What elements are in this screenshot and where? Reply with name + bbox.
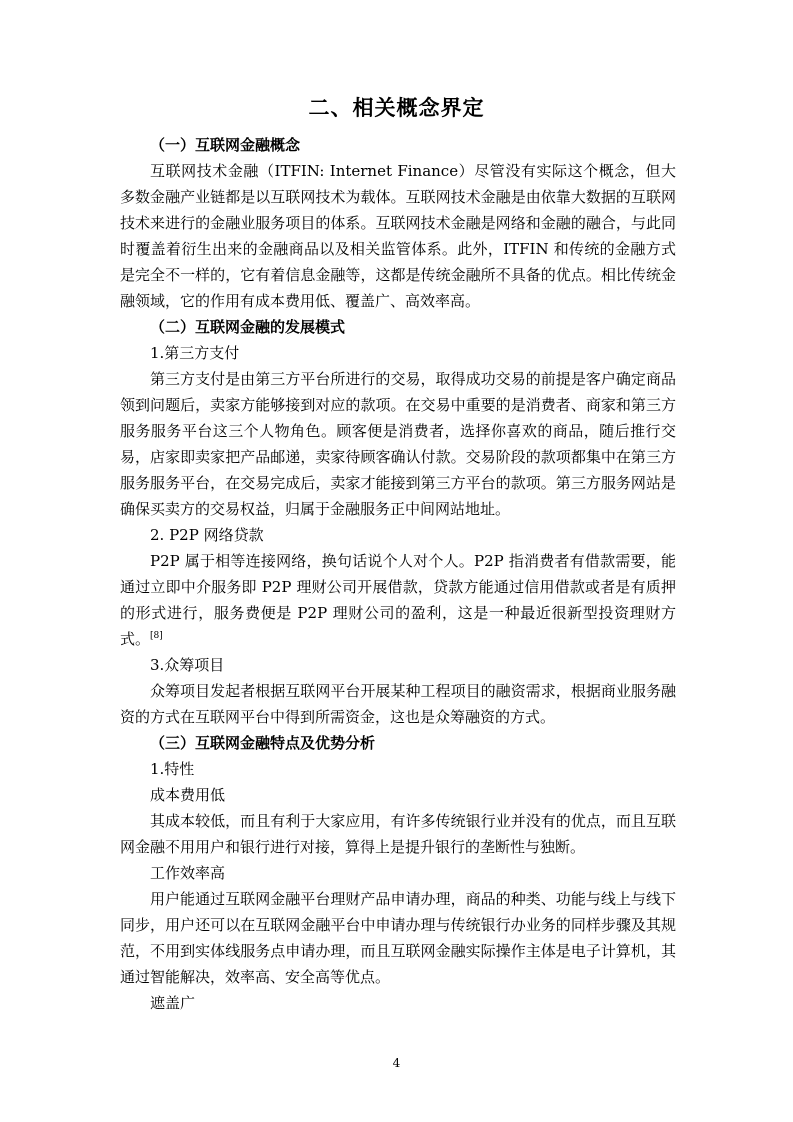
crowdfunding-text: 众筹项目发起者根据互联网平台开展某种工程项目的融资需求，根据商业服务融资的方式在互联网平台中得到所需资金，这也是众筹融资的方式。 bbox=[120, 682, 676, 726]
low-cost-text: 其成本较低，而且有利于大家应用，有许多传统银行业并没有的优点，而且互联网金融不用用户和银行进行对接，算得上是提升银行的垄断性与独断。 bbox=[120, 812, 676, 856]
crowdfunding-label: 3.众筹项目 bbox=[150, 656, 225, 674]
document-body bbox=[120, 132, 676, 1016]
section-2-heading: （二）互联网金融的发展模式 bbox=[150, 318, 346, 336]
section-3-heading: （三）互联网金融特点及优势分析 bbox=[150, 734, 376, 752]
high-efficiency-text: 用户能通过互联网金融平台理财产品申请办理，商品的种类、功能与线上与线下同步，用户还可以在互联网金融平台中申请办理与传统银行办业务的同样步骤及其规范，不用到实体线服务点申请办理，而且互联网金融实际操作主体是电子计算机，其通过智能解决，效率高、安全高等优点。 bbox=[120, 890, 676, 986]
page-title: 二、相关概念界定 bbox=[308, 96, 485, 120]
p2p-text: P2P 属于相等连接网络，换句话说个人对个人。P2P 指消费者有借款需要，能通过立即中介服务即 P2P 理财公司开展借款，贷款方能通过信用借款或者是有质押的形式进行，服务费便是 P2P 理财公司的盈利，这是一种最近很新型投资理财方式。 bbox=[120, 552, 676, 648]
p2p-paragraph bbox=[120, 548, 676, 652]
section-1-heading: （一）互联网金融概念 bbox=[150, 136, 301, 154]
section-1-paragraph: 互联网技术金融（ITFIN: Internet Finance）尽管没有实际这个概念，但大多数金融产业链都是以互联网技术为载体。互联网技术金融是由依靠大数据的互联网技术来进行的金融业服务项目的体系。互联网技术金融是网络和金融的融合，与此同时覆盖着衍生出来的金融商品以及相关监管体系。此外，ITFIN 和传统的金融方式是完全不一样的，它有着信息金融等，这都是传统金融所不具备的优点。相比传统金融领域，它的作用有成本费用低、覆盖广、高效率高。 bbox=[120, 162, 676, 310]
third-party-payment-label: 1.第三方支付 bbox=[150, 344, 240, 362]
page-number: 4 bbox=[392, 1056, 401, 1070]
high-efficiency-title: 工作效率高 bbox=[150, 864, 226, 882]
p2p-label: 2. P2P 网络贷款 bbox=[150, 526, 264, 544]
third-party-payment-text: 第三方支付是由第三方平台所进行的交易，取得成功交易的前提是客户确定商品领到问题后，卖家方能够接到对应的款项。在交易中重要的是消费者、商家和第三方服务服务平台这三个人物角色。顾客便是消费者，选择你喜欢的商品，随后推行交易，店家即卖家把产品邮递，卖家待顾客确认付款。交易阶段的款项都集中在第三方服务服务平台，在交易完成后，卖家才能接到第三方平台的款项。第三方服务网站是确保买卖方的交易权益，归属于金融服务正中间网站地址。 bbox=[120, 370, 676, 518]
wide-coverage-title: 遮盖广 bbox=[150, 994, 196, 1012]
features-label: 1.特性 bbox=[150, 760, 195, 778]
low-cost-title: 成本费用低 bbox=[150, 786, 226, 804]
citation-marker: [8] bbox=[150, 631, 163, 641]
